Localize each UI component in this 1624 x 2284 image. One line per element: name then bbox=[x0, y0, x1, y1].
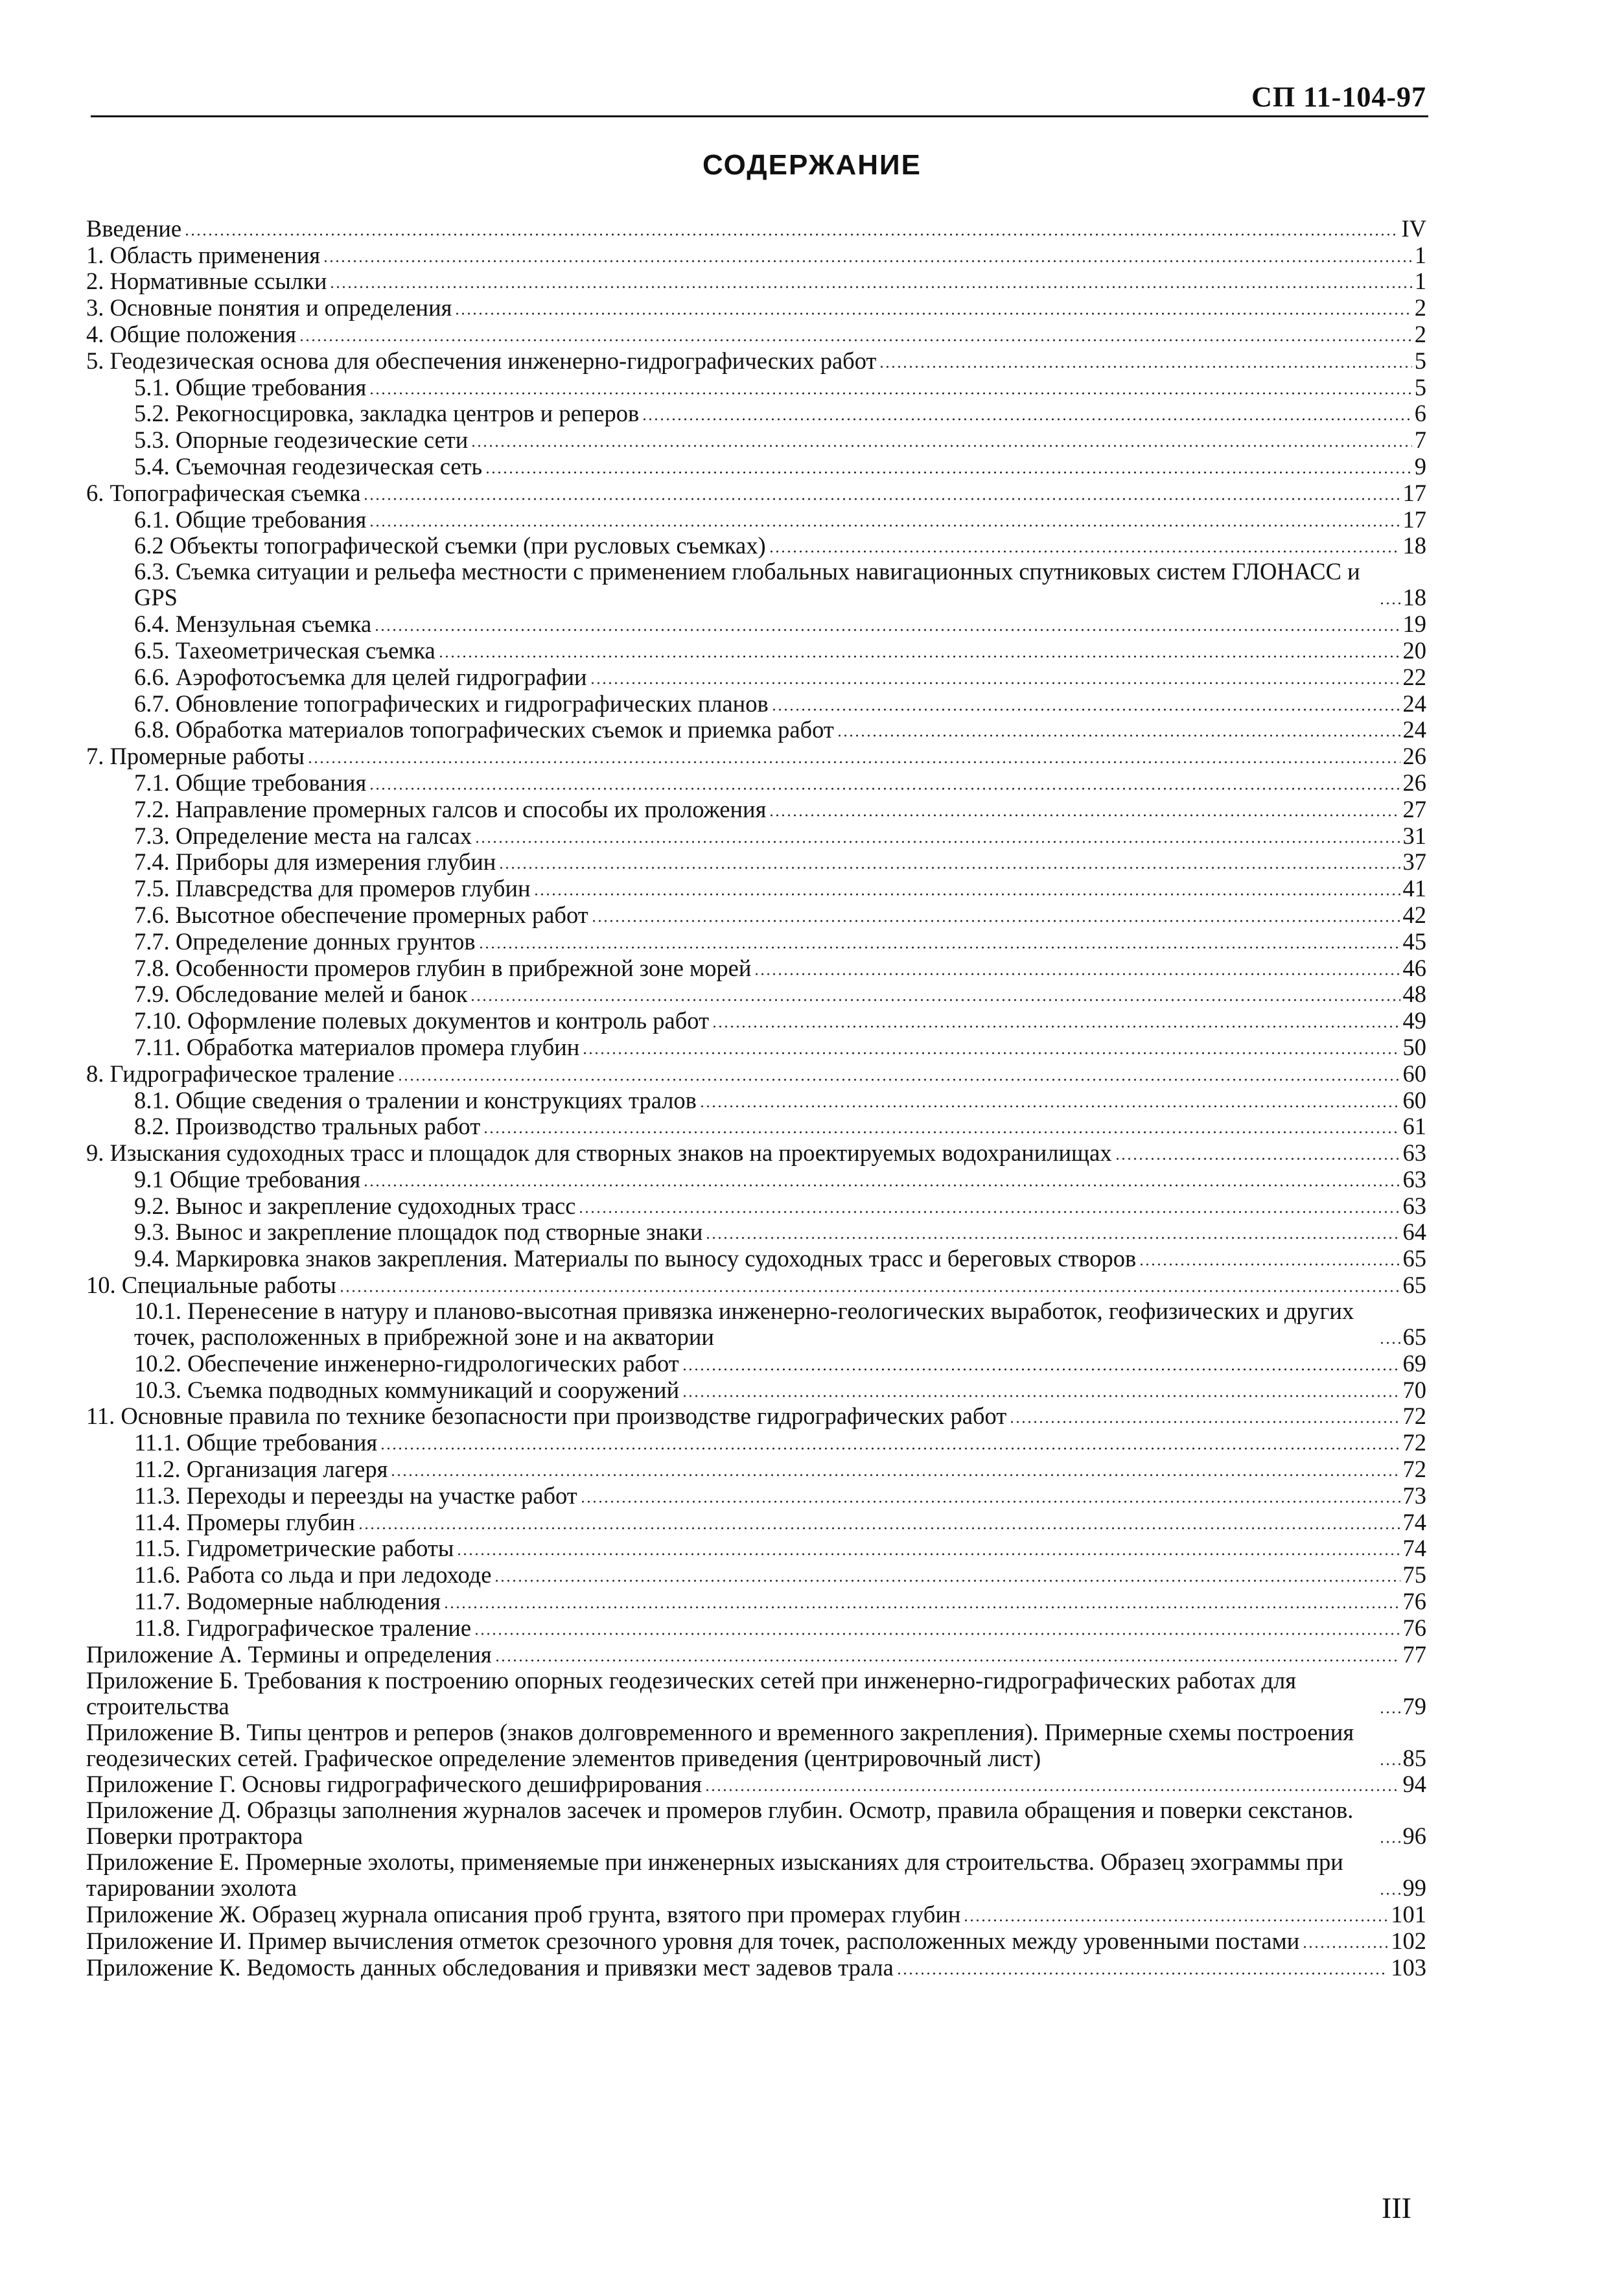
toc-entry-title: 6.6. Аэрофотосъемка для целей гидрографии bbox=[134, 663, 587, 690]
toc-entry-page: 1 bbox=[1414, 241, 1426, 268]
toc-entry-page: 60 bbox=[1402, 1086, 1426, 1113]
toc-entry-title: 5.4. Съемочная геодезическая сеть bbox=[134, 452, 483, 480]
toc-entry bbox=[86, 1139, 1426, 1166]
toc-entry bbox=[86, 294, 1426, 321]
dot-leader bbox=[1009, 1421, 1400, 1423]
toc-entry bbox=[86, 1588, 1426, 1614]
toc-entry-page: 1 bbox=[1414, 268, 1426, 295]
toc-entry-page: 9 bbox=[1414, 452, 1426, 480]
toc-entry-title: 7.6. Высотное обеспечение промерных работ bbox=[134, 901, 588, 928]
toc-entry-title: 5. Геодезическая основа для обеспечения инженерно-гидрографических работ bbox=[86, 347, 877, 374]
toc-entry-page: 18 bbox=[1402, 584, 1426, 611]
toc-entry-page: 17 bbox=[1402, 479, 1426, 506]
toc-entry-title: 7.8. Особенности промеров глубин в прибрежной зоне морей bbox=[134, 954, 752, 981]
toc-entry-title: 9.3. Вынос и закрепление площадок под створные знаки bbox=[134, 1218, 703, 1246]
toc-entry-title: 6.3. Съемка ситуации и рельефа местности с применением глобальных навигационных спутниковых систем ГЛОНАСС и GPS bbox=[134, 558, 1360, 611]
toc-entry-page: 63 bbox=[1402, 1139, 1426, 1167]
toc-entry-title: 9. Изыскания судоходных трасс и площадок для створных знаков на проектируемых водохранилищах bbox=[86, 1139, 1112, 1167]
toc-entry-title: 5.2. Рекогносцировка, закладка центров и реперов bbox=[134, 400, 640, 427]
toc-entry-page: 76 bbox=[1402, 1614, 1426, 1641]
dot-leader bbox=[642, 418, 1411, 421]
dot-leader bbox=[363, 498, 1400, 500]
toc-entry bbox=[86, 664, 1426, 690]
toc-entry-title: 6.5. Тахеометрическая съемка bbox=[134, 636, 435, 664]
toc-entry bbox=[86, 637, 1426, 664]
toc-entry-page: 75 bbox=[1402, 1561, 1426, 1589]
toc-entry-page: 45 bbox=[1402, 927, 1426, 955]
toc-entry-page: 2 bbox=[1414, 294, 1426, 321]
toc-entry-page: 61 bbox=[1402, 1113, 1426, 1140]
dot-leader bbox=[299, 339, 1412, 342]
toc-entry-title: Введение bbox=[86, 215, 182, 242]
toc-entry-page: 101 bbox=[1391, 1901, 1426, 1928]
toc-entry-title: 7.1. Общие требования bbox=[134, 769, 367, 796]
toc-entry bbox=[86, 1272, 1426, 1298]
toc-entry-page: 96 bbox=[1402, 1823, 1426, 1850]
toc-entry-page: IV bbox=[1401, 215, 1426, 242]
toc-entry-title: 11.3. Переходы и переезды на участке работ bbox=[134, 1482, 577, 1509]
toc-entry bbox=[86, 1901, 1426, 1928]
toc-entry bbox=[86, 401, 1426, 427]
toc-entry-title: 10.1. Перенесение в натуру и планово-высотная привязка инженерно-геологических выработок, геофизических и других точек, расположенных в прибрежной зоне и на акватории bbox=[134, 1298, 1354, 1351]
dot-leader bbox=[754, 973, 1400, 975]
toc-entry-title: 7.9. Обследование мелей и банок bbox=[134, 981, 468, 1008]
toc-entry bbox=[86, 268, 1426, 295]
toc-entry-title: 7.5. Плавсредства для промеров глубин bbox=[134, 875, 531, 902]
dot-leader bbox=[533, 893, 1400, 896]
toc-entry bbox=[86, 1482, 1426, 1509]
toc-entry-title: Приложение Д. Образцы заполнения журналов засечек и промеров глубин. Осмотр, правила обращения и поверки секстанов. Поверки протрактора bbox=[86, 1797, 1354, 1850]
toc-entry-title: 11. Основные правила по технике безопасности при производстве гидрографических работ bbox=[86, 1403, 1007, 1430]
toc-entry-page: 85 bbox=[1402, 1744, 1426, 1771]
toc-entry-page: 74 bbox=[1402, 1535, 1426, 1562]
toc-entry bbox=[86, 1060, 1426, 1087]
dot-leader bbox=[1379, 1711, 1400, 1714]
toc-entry-title: 3. Основные понятия и определения bbox=[86, 294, 452, 321]
toc-entry-title: 5.1. Общие требования bbox=[134, 373, 367, 401]
toc-entry bbox=[86, 1771, 1426, 1798]
dot-leader bbox=[363, 1184, 1400, 1187]
toc-entry-title: 4. Общие положения bbox=[86, 320, 297, 347]
toc-entry bbox=[86, 769, 1426, 796]
toc-entry-page: 5 bbox=[1414, 373, 1426, 401]
toc-entry bbox=[86, 321, 1426, 347]
toc-entry-title: 7.2. Направление промерных галсов и способы их проложения bbox=[134, 795, 767, 822]
toc-entry-page: 76 bbox=[1402, 1588, 1426, 1615]
toc-entry-title: 11.5. Гидрометрические работы bbox=[134, 1535, 454, 1562]
dot-leader bbox=[699, 1105, 1400, 1108]
dot-leader bbox=[478, 946, 1400, 949]
toc-entry bbox=[86, 1034, 1426, 1060]
dot-leader bbox=[494, 1579, 1400, 1582]
toc-entry bbox=[86, 1797, 1426, 1849]
toc-entry-page: 41 bbox=[1402, 875, 1426, 902]
toc-entry bbox=[86, 506, 1426, 533]
toc-entry-title: 5.3. Опорные геодезические сети bbox=[134, 426, 469, 454]
dot-leader bbox=[879, 366, 1411, 368]
toc-entry-page: 6 bbox=[1414, 400, 1426, 427]
dot-leader bbox=[358, 1527, 1400, 1530]
toc-entry-title: 7. Промерные работы bbox=[86, 743, 305, 770]
toc-entry-page: 46 bbox=[1402, 954, 1426, 981]
toc-entry bbox=[86, 1166, 1426, 1193]
toc-entry-page: 74 bbox=[1402, 1508, 1426, 1535]
dot-leader bbox=[329, 286, 1411, 288]
dot-leader bbox=[456, 1553, 1400, 1556]
dot-leader bbox=[1379, 1841, 1400, 1843]
toc-entry bbox=[86, 1849, 1426, 1901]
toc-entry-title: Приложение А. Термины и определения bbox=[86, 1640, 492, 1668]
toc-entry-title: 9.2. Вынос и закрепление судоходных трасс bbox=[134, 1192, 576, 1219]
toc-entry bbox=[86, 1456, 1426, 1482]
toc-entry-page: 50 bbox=[1402, 1033, 1426, 1060]
dot-leader bbox=[1379, 1342, 1400, 1344]
toc-entry bbox=[86, 1954, 1426, 1981]
dot-leader bbox=[470, 445, 1411, 447]
dot-leader bbox=[704, 1789, 1400, 1791]
toc-entry bbox=[86, 1298, 1426, 1350]
toc-entry-title: 6. Топографическая съемка bbox=[86, 479, 361, 506]
dot-leader bbox=[443, 1606, 1400, 1609]
header-rule bbox=[91, 115, 1428, 117]
toc-entry-page: 72 bbox=[1402, 1456, 1426, 1483]
dot-leader bbox=[1379, 1763, 1400, 1765]
toc-entry-title: 11.7. Водомерные наблюдения bbox=[134, 1588, 441, 1615]
toc-entry-page: 65 bbox=[1402, 1245, 1426, 1272]
dot-leader bbox=[397, 1078, 1400, 1081]
toc-entry-page: 31 bbox=[1402, 822, 1426, 849]
dot-leader bbox=[485, 471, 1412, 474]
toc-entry bbox=[86, 796, 1426, 822]
toc-entry bbox=[86, 1429, 1426, 1456]
toc-entry-title: 10. Специальные работы bbox=[86, 1272, 336, 1299]
toc-entry bbox=[86, 1561, 1426, 1588]
toc-entry bbox=[86, 955, 1426, 981]
dot-leader bbox=[705, 1237, 1400, 1239]
toc-entry-page: 103 bbox=[1391, 1953, 1426, 1981]
toc-entry-title: 6.2 Объекты топографической съемки (при русловых съемках) bbox=[134, 532, 766, 559]
toc-entry-page: 24 bbox=[1402, 716, 1426, 743]
toc-entry bbox=[86, 928, 1426, 955]
toc-entry bbox=[86, 611, 1426, 637]
toc-entry bbox=[86, 1928, 1426, 1954]
toc-entry-page: 60 bbox=[1402, 1060, 1426, 1087]
toc-entry bbox=[86, 559, 1426, 611]
dot-leader bbox=[454, 312, 1411, 315]
toc-entry-title: 7.10. Оформление полевых документов и контроль работ bbox=[134, 1007, 710, 1034]
toc-entry-title: Приложение В. Типы центров и реперов (знаков долговременного и временного закрепления). Примерные схемы построения геодезических сетей. Графическое определение элементов приведения (центрировочный лист) bbox=[86, 1718, 1354, 1771]
dot-leader bbox=[896, 1972, 1388, 1975]
toc-entry-page: 49 bbox=[1402, 1007, 1426, 1034]
toc-entry-title: 6.4. Мензульная съемка bbox=[134, 611, 372, 638]
toc-entry-page: 20 bbox=[1402, 636, 1426, 664]
toc-entry-page: 42 bbox=[1402, 901, 1426, 928]
page-number: III bbox=[1382, 2191, 1411, 2224]
toc-entry-title: 1. Область применения bbox=[86, 241, 321, 268]
dot-leader bbox=[470, 999, 1400, 1001]
dot-leader bbox=[578, 1211, 1400, 1213]
dot-leader bbox=[580, 1500, 1400, 1503]
toc-entry-title: 11.2. Организация лагеря bbox=[134, 1456, 388, 1483]
toc-entry bbox=[86, 480, 1426, 506]
toc-entry bbox=[86, 426, 1426, 453]
toc-entry-page: 63 bbox=[1402, 1192, 1426, 1219]
toc-entry-title: 6.1. Общие требования bbox=[134, 506, 367, 533]
dot-leader bbox=[771, 708, 1400, 711]
toc-entry-page: 7 bbox=[1414, 426, 1426, 454]
dot-leader bbox=[963, 1919, 1388, 1922]
dot-leader bbox=[682, 1395, 1400, 1397]
toc-entry bbox=[86, 849, 1426, 876]
dot-leader bbox=[1379, 602, 1400, 605]
toc-entry-title: Приложение И. Пример вычисления отметок срезочного уровня для точек, расположенных между уровенными постами bbox=[86, 1928, 1300, 1955]
toc-entry-page: 79 bbox=[1402, 1692, 1426, 1719]
toc-entry bbox=[86, 743, 1426, 769]
toc-entry-page: 2 bbox=[1414, 320, 1426, 347]
toc-entry bbox=[86, 1403, 1426, 1430]
toc-entry-page: 48 bbox=[1402, 981, 1426, 1008]
toc-entry-title: 9.4. Маркировка знаков закрепления. Материалы по выносу судоходных трасс и береговых створов bbox=[134, 1245, 1137, 1272]
toc-entry-title: 6.7. Обновление топографических и гидрографических планов bbox=[134, 690, 769, 717]
toc-entry-page: 22 bbox=[1402, 663, 1426, 690]
toc-entry bbox=[86, 1219, 1426, 1246]
toc-entry-page: 37 bbox=[1402, 848, 1426, 876]
toc-entry bbox=[86, 1113, 1426, 1140]
dot-leader bbox=[498, 867, 1400, 869]
dot-leader bbox=[494, 1659, 1400, 1662]
toc-entry-page: 69 bbox=[1402, 1349, 1426, 1377]
toc-entry bbox=[86, 533, 1426, 559]
toc-entry bbox=[86, 1377, 1426, 1403]
dot-leader bbox=[323, 260, 1412, 262]
dot-leader bbox=[769, 814, 1400, 817]
toc-entry-page: 73 bbox=[1402, 1482, 1426, 1509]
toc-entry bbox=[86, 981, 1426, 1008]
dot-leader bbox=[712, 1025, 1400, 1028]
toc-entry-title: 8. Гидрографическое траление bbox=[86, 1060, 395, 1087]
page-title: СОДЕРЖАНИЕ bbox=[702, 149, 922, 181]
toc-entry-title: Приложение Б. Требования к построению опорных геодезических сетей при инженерно-гидрографических работах для строительства bbox=[86, 1666, 1297, 1719]
dot-leader bbox=[483, 1131, 1400, 1134]
dot-leader bbox=[184, 233, 1398, 236]
toc-entry bbox=[86, 1350, 1426, 1377]
dot-leader bbox=[582, 1052, 1400, 1055]
dot-leader bbox=[837, 734, 1400, 737]
toc-entry bbox=[86, 1193, 1426, 1219]
toc-entry-page: 17 bbox=[1402, 506, 1426, 533]
dot-leader bbox=[380, 1447, 1400, 1450]
toc-entry bbox=[86, 1509, 1426, 1535]
toc-entry-title: Приложение Ж. Образец журнала описания проб грунта, взятого при промерах глубин bbox=[86, 1901, 961, 1928]
toc-entry bbox=[86, 902, 1426, 928]
toc-entry-title: Приложение Г. Основы гидрографического дешифрирования bbox=[86, 1771, 702, 1798]
toc-entry-title: 7.4. Приборы для измерения глубин bbox=[134, 848, 496, 876]
toc-entry bbox=[86, 1719, 1426, 1771]
dot-leader bbox=[339, 1290, 1400, 1292]
toc-entry-title: Приложение Е. Промерные эхолоты, применяемые при инженерных изысканиях для строительства. Образец эхограммы при тарировании эхолота bbox=[86, 1848, 1343, 1902]
toc-entry-title: 6.8. Обработка материалов топографических съемок и приемка работ bbox=[134, 716, 834, 743]
toc-entry-title: 8.1. Общие сведения о тралении и конструкциях тралов bbox=[134, 1086, 697, 1113]
dot-leader bbox=[590, 682, 1400, 684]
dot-leader bbox=[390, 1474, 1400, 1476]
toc-entry-page: 19 bbox=[1402, 611, 1426, 638]
toc-entry-title: 11.4. Промеры глубин bbox=[134, 1508, 355, 1535]
toc-entry-page: 77 bbox=[1402, 1640, 1426, 1668]
toc-entry-page: 5 bbox=[1414, 347, 1426, 374]
dot-leader bbox=[374, 629, 1400, 631]
toc-entry-title: Приложение К. Ведомость данных обследования и привязки мест задевов трала bbox=[86, 1953, 894, 1981]
toc-entry bbox=[86, 822, 1426, 849]
toc-entry bbox=[86, 453, 1426, 480]
dot-leader bbox=[1379, 1893, 1400, 1895]
dot-leader bbox=[438, 655, 1400, 658]
toc-entry bbox=[86, 1245, 1426, 1272]
toc-entry-title: 10.3. Съемка подводных коммуникаций и сооружений bbox=[134, 1376, 680, 1403]
toc-entry-title: 7.7. Определение донных грунтов bbox=[134, 927, 476, 955]
toc-entry-title: 2. Нормативные ссылки bbox=[86, 268, 327, 295]
dot-leader bbox=[1139, 1263, 1400, 1266]
toc-entry bbox=[86, 690, 1426, 717]
dot-leader bbox=[474, 1633, 1400, 1635]
toc-entry bbox=[86, 215, 1426, 242]
dot-leader bbox=[1115, 1158, 1400, 1160]
toc-entry bbox=[86, 1087, 1426, 1113]
dot-leader bbox=[307, 761, 1400, 763]
toc-entry bbox=[86, 1614, 1426, 1641]
toc-entry bbox=[86, 1668, 1426, 1719]
toc-entry-title: 7.11. Обработка материалов промера глубин bbox=[134, 1033, 580, 1060]
toc-entry bbox=[86, 1007, 1426, 1034]
dot-leader bbox=[769, 550, 1400, 553]
toc-entry-page: 27 bbox=[1402, 795, 1426, 822]
toc-entry-title: 10.2. Обеспечение инженерно-гидрологических работ bbox=[134, 1349, 679, 1377]
toc-entry bbox=[86, 1641, 1426, 1668]
toc-entry-title: 9.1 Общие требования bbox=[134, 1165, 361, 1193]
dot-leader bbox=[369, 392, 1412, 395]
toc-entry-title: 11.1. Общие требования bbox=[134, 1429, 378, 1456]
dot-leader bbox=[591, 920, 1400, 922]
toc-entry bbox=[86, 717, 1426, 743]
toc-entry-page: 65 bbox=[1402, 1272, 1426, 1299]
toc-entry-page: 63 bbox=[1402, 1165, 1426, 1193]
dot-leader bbox=[682, 1368, 1400, 1371]
toc-entry-page: 65 bbox=[1402, 1323, 1426, 1351]
toc-entry-title: 7.3. Определение места на галсах bbox=[134, 822, 472, 849]
toc-entry bbox=[86, 374, 1426, 401]
toc-entry-page: 72 bbox=[1402, 1429, 1426, 1456]
toc-entry bbox=[86, 875, 1426, 902]
toc-entry-page: 18 bbox=[1402, 532, 1426, 559]
toc-entry-page: 26 bbox=[1402, 769, 1426, 796]
toc-entry-title: 11.8. Гидрографическое траление bbox=[134, 1614, 472, 1641]
toc-entry-page: 94 bbox=[1402, 1771, 1426, 1798]
toc-entry-page: 24 bbox=[1402, 690, 1426, 717]
toc-entry-page: 70 bbox=[1402, 1376, 1426, 1403]
toc-entry-page: 102 bbox=[1391, 1928, 1426, 1955]
toc-entry-title: 11.6. Работа со льда и при ледоходе bbox=[134, 1561, 492, 1589]
dot-leader bbox=[369, 524, 1400, 527]
toc-entry bbox=[86, 242, 1426, 268]
toc-entry-page: 26 bbox=[1402, 743, 1426, 770]
toc-entry-page: 64 bbox=[1402, 1218, 1426, 1246]
toc-entry-title: 8.2. Производство тральных работ bbox=[134, 1113, 481, 1140]
toc-entry bbox=[86, 347, 1426, 374]
toc-entry bbox=[86, 1535, 1426, 1562]
toc-entry-page: 72 bbox=[1402, 1403, 1426, 1430]
dot-leader bbox=[369, 787, 1400, 790]
dot-leader bbox=[1302, 1946, 1388, 1948]
dot-leader bbox=[474, 841, 1400, 843]
document-code: СП 11-104-97 bbox=[1251, 81, 1426, 113]
toc-entry-page: 99 bbox=[1402, 1874, 1426, 1902]
table-of-contents bbox=[86, 215, 1426, 1981]
